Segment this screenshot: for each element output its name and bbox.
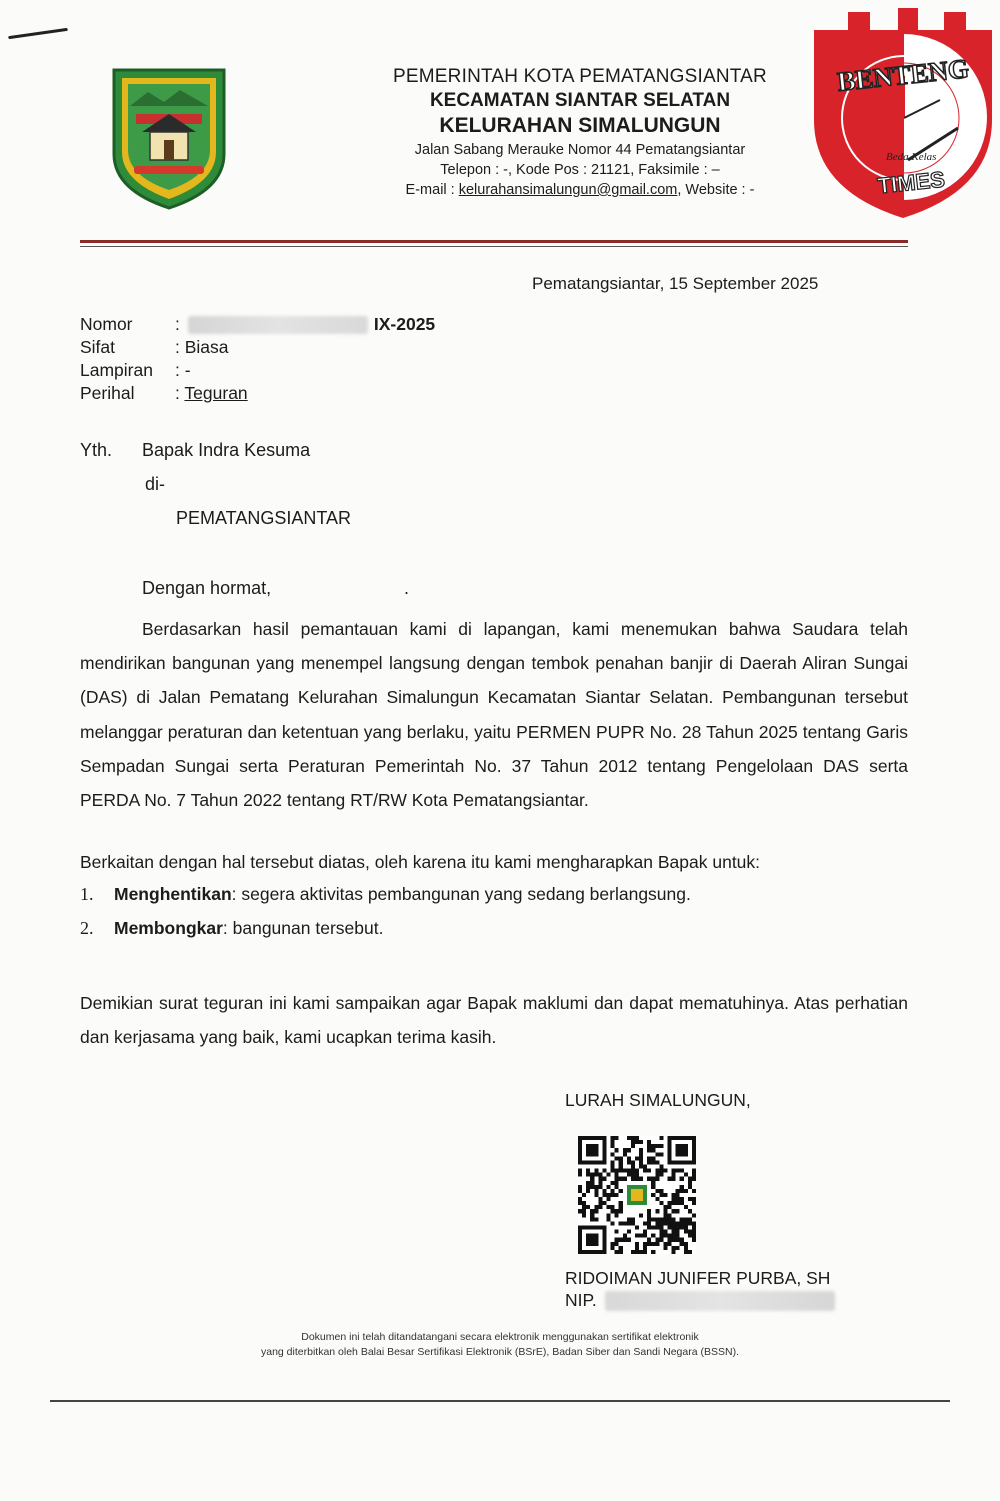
meta-label: Sifat xyxy=(80,337,116,357)
office-contact xyxy=(300,182,860,198)
district-name: KECAMATAN SIANTAR SELATAN xyxy=(429,90,731,111)
salutation-dot: . xyxy=(404,578,410,598)
meta-value: : Biasa xyxy=(175,337,229,357)
recipient-di: di- xyxy=(145,474,166,494)
qr-code-signature[interactable] xyxy=(578,1136,696,1254)
signatory-title: LURAH SIMALUNGUN, xyxy=(565,1090,751,1110)
badge-word-top: BENTENG xyxy=(835,53,971,97)
redacted-number xyxy=(188,316,368,334)
email-link[interactable]: kelurahansimalungun@gmail.com xyxy=(458,182,678,198)
signatory-name: RIDOIMAN JUNIFER PURBA, SH xyxy=(565,1268,831,1288)
meta-label: Perihal xyxy=(80,383,135,403)
recipient-name: Bapak Indra Kesuma xyxy=(142,440,311,460)
bottom-rule xyxy=(50,1400,950,1402)
meta-colon: : xyxy=(175,314,180,334)
city-emblem-logo xyxy=(108,62,230,212)
request-intro: Berkaitan dengan hal tersebut diatas, oleh karena itu kami mengharapkan Bapak untuk: xyxy=(80,852,761,872)
salutation: Dengan hormat, xyxy=(142,578,272,598)
meta-colon: : xyxy=(175,383,180,403)
redacted-nip xyxy=(605,1291,835,1311)
pen-mark xyxy=(8,28,68,39)
website-label: , Website : - xyxy=(677,182,755,198)
office-address: Jalan Sabang Merauke Nomor 44 Pematangsiantar xyxy=(414,142,746,158)
list-item-action: Membongkar xyxy=(114,918,223,938)
meta-subject: Teguran xyxy=(184,383,248,403)
footer-line-2: yang diterbitkan oleh Balai Besar Sertifikasi Elektronik (BSrE), Badan Siber dan Sandi Negara (BSSN). xyxy=(261,1346,739,1358)
list-item-text: : bangunan tersebut. xyxy=(222,918,384,938)
meta-number-tail: IX-2025 xyxy=(373,314,436,334)
e-signature-footer xyxy=(150,1330,850,1360)
footer-line-1: Dokumen ini telah ditandatangani secara elektronik menggunakan sertifikat elektronik xyxy=(301,1331,699,1343)
meta-label: Lampiran xyxy=(80,360,153,380)
meta-value: : - xyxy=(175,360,191,380)
list-number: 2. xyxy=(80,918,94,938)
badge-tagline: Beda Kelas xyxy=(886,151,937,163)
meta-label: Nomor xyxy=(80,314,133,334)
benteng-times-badge xyxy=(808,0,998,220)
list-number: 1. xyxy=(80,884,94,904)
recipient-prefix: Yth. xyxy=(80,440,113,460)
signatory-nip xyxy=(565,1290,835,1311)
email-label: E-mail : xyxy=(405,182,459,198)
letter-body: Berdasarkan hasil pemantauan kami di lapangan, kami menemukan bahwa Saudara telah mendirikan bangunan yang menempel langsung dengan tembok penahan banjir di Daerah Aliran Sungai (DAS) di Jalan Pematang Kelurahan Simalungun Kecamatan Siantar Selatan. Pembangunan tersebut melanggar peraturan dan ketentuan yang berlaku, yaitu PERMEN PUPR No. 28 Tahun 2025 tentang Garis Sempadan Sungai serta Peraturan Pemerintah No. 37 Tahun 2012 tentang Pengelolaan DAS serta PERDA No. 7 Tahun 2022 tentang RT/RW Kota Pematangsiantar. xyxy=(80,619,908,811)
government-name: PEMERINTAH KOTA PEMATANGSIANTAR xyxy=(393,66,767,87)
badge-word-bottom: TIMES xyxy=(876,166,946,199)
letterhead-rule-thin xyxy=(80,246,908,247)
nip-label: NIP. xyxy=(565,1290,597,1310)
office-phone: Telepon : -, Kode Pos : 21121, Faksimile : – xyxy=(440,162,720,178)
letterhead xyxy=(300,66,860,198)
list-item-action: Menghentikan xyxy=(114,884,232,904)
recipient-city: PEMATANGSIANTAR xyxy=(176,508,352,528)
letter-date: Pematangsiantar, 15 September 2025 xyxy=(532,274,819,293)
letterhead-rule-thick xyxy=(80,240,908,243)
list-item-text: : segera aktivitas pembangunan yang sedang berlangsung. xyxy=(231,884,691,904)
recipient-line xyxy=(80,440,310,461)
subdistrict-name: KELURAHAN SIMALUNGUN xyxy=(439,114,721,137)
closing-paragraph: Demikian surat teguran ini kami sampaikan agar Bapak maklumi dan dapat mematuhinya. Atas perhatian dan kerjasama yang baik, kami ucapkan terima kasih. xyxy=(80,993,908,1047)
